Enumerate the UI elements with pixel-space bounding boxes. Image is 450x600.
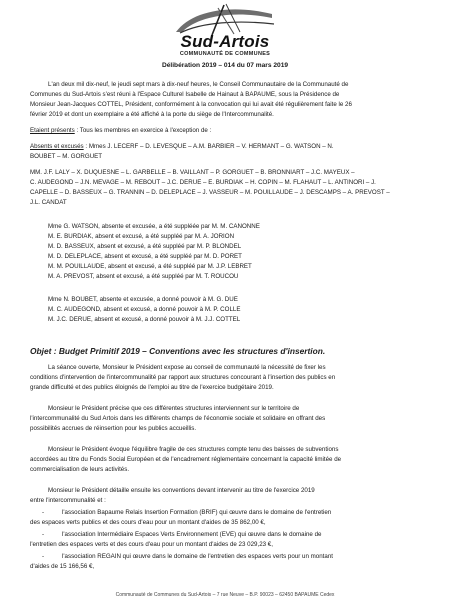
- logo-emblem-icon: [172, 2, 278, 36]
- sud-artois-logo: [0, 2, 450, 60]
- convention-line: d'aides de 15 166,56 €,: [30, 563, 95, 570]
- absents-label: Absents et excusés: [30, 143, 84, 150]
- convention-line: l'association Intermédiaire Espaces Verts Environnement (EVE) qui œuvre dans le domaine de: [62, 531, 322, 538]
- presence-text: : Tous les membres en exercice à l'exception de :: [74, 127, 212, 134]
- body-line: grande difficulté et des publics éloignés de l'emploi au titre de l'exercice budgétaire 2019.: [30, 384, 274, 391]
- absents-line: MM. J.F. LALY – X. DUQUESNE – L. GARBELLE – B. VAILLANT – P. GORGUET – B. BRONNIART – J.C. MAYEUX –: [30, 169, 355, 176]
- body-line: Monsieur le Président précise que ces différentes structures interviennent sur le territoire de: [48, 405, 300, 412]
- logo-subtitle: COMMUNAUTÉ DE COMMUNES: [179, 51, 271, 57]
- body-line: accordées au titre du Fonds Social Européen et de l'encadrement réglementaire concernant la capacité limitée de: [30, 456, 342, 463]
- convention-line: l'association Bapaume Relais Insertion Formation (BRIF) qui œuvre dans le domaine de l'entretien: [62, 509, 332, 516]
- suppleant-item: Mme G. WATSON, absente et excusée, a été suppléée par M. M. CANONNE: [48, 223, 260, 230]
- body-line: l'intercommunalité du Sud Artois dans les différents champs de l'économie sociale et solidaire en offrant des: [30, 415, 326, 422]
- body-line: entre l'intercommunalité et :: [30, 497, 106, 504]
- intro-line: février 2019 et dont un exemplaire a été affiché à la porte du siège de l'Intercommunalité.: [30, 111, 274, 118]
- intro-line: Communes du Sud-Artois s'est réuni à l'Espace Culturel Isabelle de Hainaut à BAPAUME, sous la Présidence de: [30, 91, 340, 98]
- list-dash: -: [42, 509, 45, 516]
- body-line: commercialisation de leurs activités.: [30, 466, 130, 473]
- body-line: La séance ouverte, Monsieur le Président expose au conseil de communauté la nécessité de fixer les: [48, 364, 326, 371]
- pouvoir-item: M. C. AUDEGOND, absent et excusé, a donné pouvoir à M. P. COLLE: [48, 306, 241, 313]
- logo-name: Sud-Artois: [180, 32, 270, 51]
- suppleant-item: M. D. DELEPLACE, absent et excusé, a été suppléé par M. D. PORET: [48, 253, 242, 260]
- body-line: conditions d'intervention de l'intercommunalité par rapport aux structures concourant à l'insertion des publics en: [30, 374, 336, 381]
- suppleant-item: M. M. POUILLAUDE, absent et excusé, a été suppléé par M. J.P. LEBRET: [48, 263, 252, 270]
- suppleant-item: M. D. BASSEUX, absent et excusé, a été suppléé par M. P. BLONDEL: [48, 243, 242, 250]
- suppleant-item: M. E. BURDIAK, absent et excusé, a été suppléé par M. A. JORION: [48, 233, 235, 240]
- objet-heading: Objet : Budget Primitif 2019 – Conventions avec les structures d'insertion.: [30, 346, 326, 356]
- page-footer: Communauté de Communes du Sud-Artois – 7 rue Neuve – B.P. 90023 – 62450 BAPAUME Cedex: [115, 592, 335, 598]
- absents-line: BOUBET – M. GORGUET: [30, 153, 103, 160]
- absents-line: Absents et excusés : Mmes J. LECERF – D. LEVESQUE – A.M. BARBIER – V. HERMANT – G. WATSON – N.: [30, 143, 334, 150]
- pouvoir-item: M. J.C. DERUE, absent et excusé, a donné pouvoir à M. J.J. COTTEL: [48, 316, 241, 323]
- body-line: possibilités accrues de réinsertion pour les publics accueillis.: [30, 425, 197, 432]
- list-dash: -: [42, 553, 45, 560]
- intro-line: L'an deux mil dix-neuf, le jeudi sept mars à dix-neuf heures, le Conseil Communautaire de la Communauté de: [48, 81, 349, 88]
- absents-line: J.L. CANDAT: [30, 199, 67, 206]
- presence-line: [30, 127, 211, 135]
- body-line: Monsieur le Président détaille ensuite les conventions devant intervenir au titre de l'exercice 2019: [48, 487, 315, 494]
- convention-line: l'entretien des espaces verts et des cours d'eau pour un montant d'aides de 23 029,23 €,: [30, 541, 273, 548]
- presence-label: Etaient présents: [30, 127, 75, 134]
- body-line: Monsieur le Président évoque l'équilibre fragile de ces structures compte tenu des baisses de subventions: [48, 446, 339, 453]
- pouvoir-item: Mme N. BOUBET, absente et excusée, a donné pouvoir à M. G. DUE: [48, 296, 238, 303]
- intro-line: Monsieur Jean-Jacques COTTEL, Président, conformément à la convocation qui lui avait été régulièrement faite le 26: [30, 101, 352, 108]
- deliberation-title: Délibération 2019 – 014 du 07 mars 2019: [161, 62, 289, 69]
- convention-line: l'association REGAIN qui œuvre dans le domaine de l'entretien des espaces verts pour un montant: [62, 553, 333, 560]
- convention-line: des espaces verts publics et des cours d'eau pour un montant d'aides de 35 862,00 €,: [30, 519, 266, 526]
- absents-line: C. AUDEGOND – J.N. MEVAGE – M. REBOUT – J.C. DERUE – E. BURDIAK – H. COPIN – M. FLAHAUT – L. ANTINORI – J.: [30, 179, 376, 186]
- list-dash: -: [42, 531, 45, 538]
- absents-line: CAPELLE – D. BASSEUX – G. TRANNIN – D. DELEPLACE – J. VASSEUR – M. POUILLAUDE – J. DESCAMPS – A. PREVOST –: [30, 189, 390, 196]
- suppleant-item: M. A. PREVOST, absent et excusé, a été suppléé par M. T. ROUCOU: [48, 273, 239, 280]
